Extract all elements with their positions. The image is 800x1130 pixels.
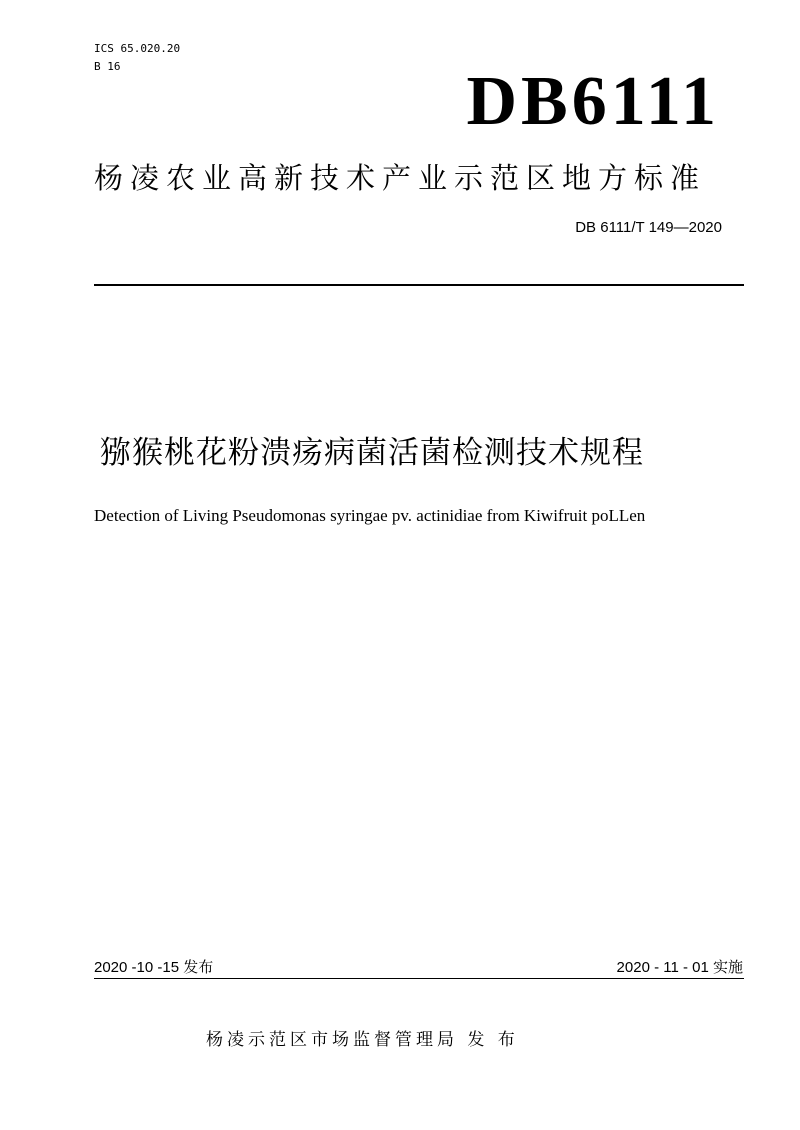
standard-logo: DB6111 <box>466 63 720 140</box>
issuing-authority: 杨凌示范区市场监督管理局 发 布 <box>206 1030 519 1050</box>
document-title-chinese: 猕猴桃花粉溃疡病菌活菌检测技术规程 <box>100 435 644 471</box>
ics-code: ICS 65.020.20 <box>94 42 181 55</box>
standard-type-heading: 杨凌农业高新技术产业示范区地方标准 <box>94 161 707 195</box>
standard-number: DB 6111/T 149—2020 <box>575 219 722 236</box>
classification-code: B 16 <box>94 60 121 73</box>
header-divider <box>94 284 744 286</box>
document-title-english: Detection of Living Pseudomonas syringae pv. actinidiae from Kiwifruit poLLen <box>94 506 646 525</box>
publish-date: 2020 -10 -15 发布 <box>94 959 214 976</box>
footer-divider <box>94 978 744 979</box>
implement-date: 2020 - 11 - 01 实施 <box>616 959 743 976</box>
